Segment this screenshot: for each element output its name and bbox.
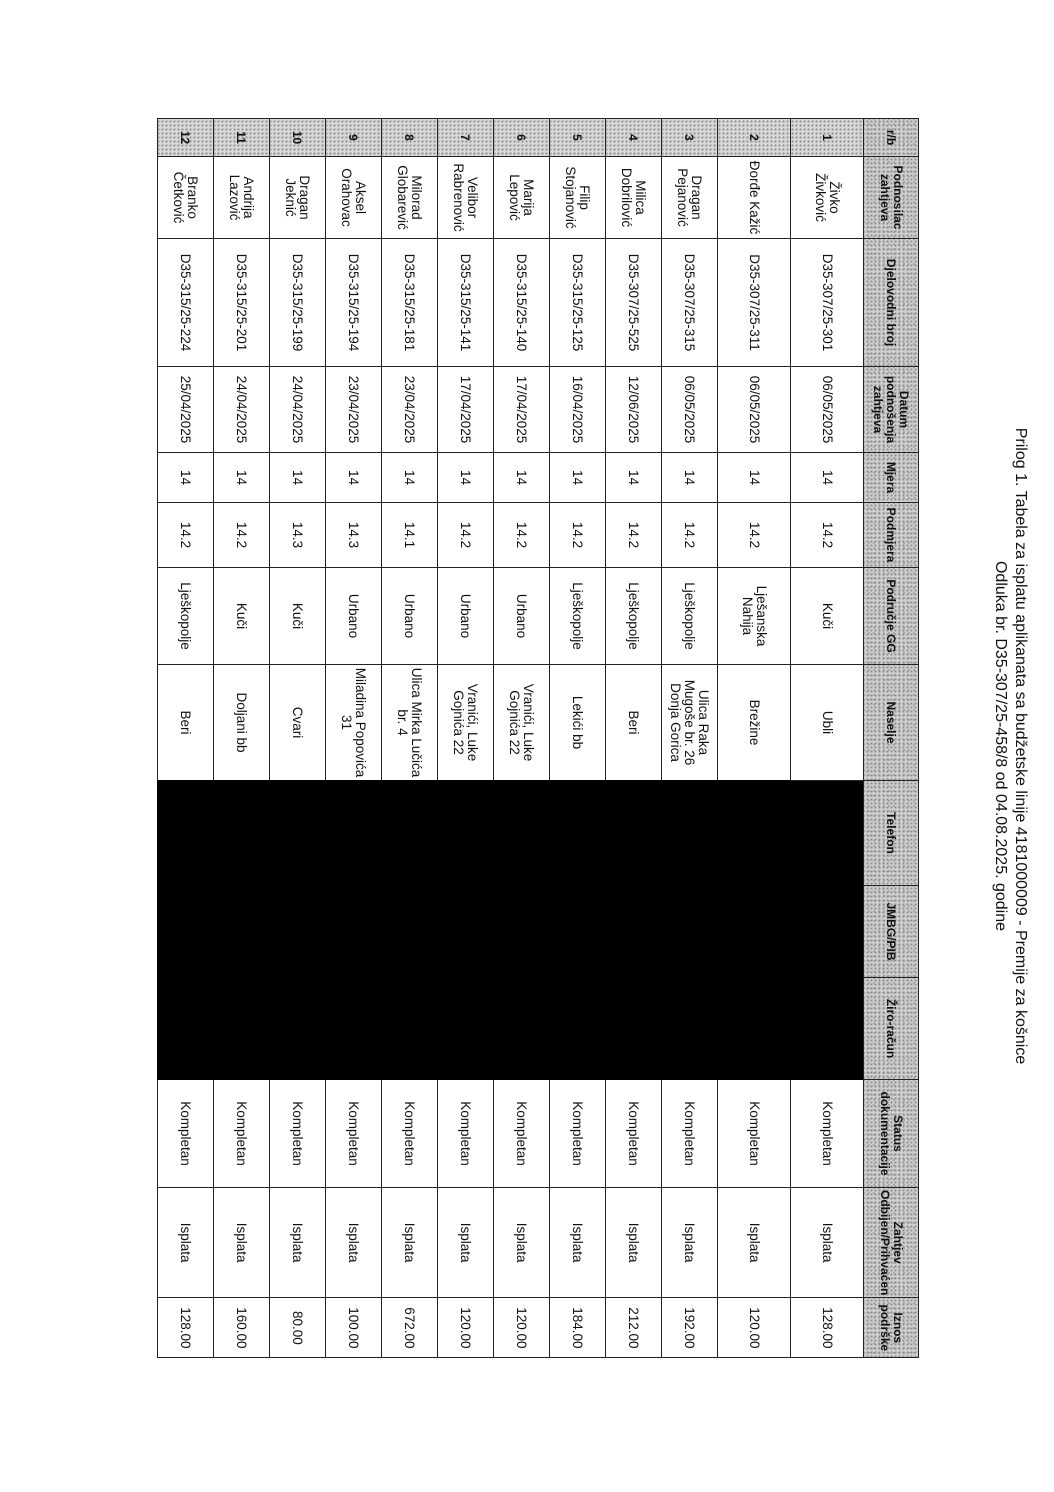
cell-podmjera: 14.2 [494,503,550,568]
cell-mjera: 14 [662,453,718,503]
column-header: Područje GG [864,568,919,665]
cell-ref: D35-307/25-301 [791,239,864,367]
cell-podrucje: Kuči [270,568,326,665]
cell-name: Filip Stojanović [550,157,606,239]
cell-status: Kompletan [438,1080,494,1188]
cell-mjera: 14 [494,453,550,503]
cell-zahtjev: Isplata [791,1188,864,1298]
cell-podmjera: 14.1 [382,503,438,568]
cell-date: 06/05/2025 [662,367,718,453]
table-body [158,119,864,1358]
cell-date: 12/06/2025 [606,367,662,453]
cell-rb: 8 [382,119,438,157]
cell-mjera: 14 [270,453,326,503]
cell-naselje: Brežine [718,665,791,781]
cell-iznos: 120.00 [494,1298,550,1358]
table-row [214,119,270,1358]
cell-name: Dragan Jeknić [270,157,326,239]
cell-status: Kompletan [382,1080,438,1188]
cell-date: 06/05/2025 [791,367,864,453]
cell-date: 17/04/2025 [438,367,494,453]
cell-rb: 1 [791,119,864,157]
column-header: Telefon [864,781,919,886]
cell-zahtjev: Isplata [270,1188,326,1298]
cell-ref: D35-315/25-224 [158,239,214,367]
cell-naselje: Ubli [791,665,864,781]
cell-rb: 9 [326,119,382,157]
cell-podmjera: 14.3 [326,503,382,568]
cell-iznos: 100.00 [326,1298,382,1358]
cell-rb: 7 [438,119,494,157]
document-caption [990,0,1030,1492]
cell-podrucje: Lješanska Nahija [718,568,791,665]
table-row [791,119,864,1358]
cell-status: Kompletan [718,1080,791,1188]
cell-status: Kompletan [791,1080,864,1188]
cell-iznos: 128.00 [158,1298,214,1358]
cell-date: 25/04/2025 [158,367,214,453]
column-header: Mjera [864,453,919,503]
column-header: Status dokumentacije [864,1080,919,1188]
cell-iznos: 120.00 [438,1298,494,1358]
cell-podrucje: Lješkopolje [158,568,214,665]
cell-name: Milica Dobrilović [606,157,662,239]
cell-ref: D35-315/25-125 [550,239,606,367]
cell-rb: 6 [494,119,550,157]
cell-iznos: 184.00 [550,1298,606,1358]
payment-table [157,118,919,1358]
cell-zahtjev: Isplata [718,1188,791,1298]
table-row [158,119,214,1358]
cell-podrucje: Kuči [791,568,864,665]
cell-podmjera: 14.2 [550,503,606,568]
cell-zahtjev: Isplata [662,1188,718,1298]
column-header: Naselje [864,665,919,781]
cell-rb: 4 [606,119,662,157]
column-header: Podnosilac zahtjeva [864,157,919,239]
cell-date: 24/04/2025 [270,367,326,453]
cell-ref: D35-307/25-315 [662,239,718,367]
cell-name: Velibor Rabrenović [438,157,494,239]
cell-status: Kompletan [550,1080,606,1188]
cell-ref: D35-307/25-525 [606,239,662,367]
cell-podmjera: 14.2 [718,503,791,568]
cell-naselje: Cvari [270,665,326,781]
cell-mjera: 14 [718,453,791,503]
cell-ref: D35-315/25-140 [494,239,550,367]
cell-mjera: 14 [606,453,662,503]
table-row [494,119,550,1358]
cell-zahtjev: Isplata [382,1188,438,1298]
cell-mjera: 14 [214,453,270,503]
cell-date: 23/04/2025 [326,367,382,453]
cell-status: Kompletan [494,1080,550,1188]
cell-mjera: 14 [158,453,214,503]
cell-podrucje: Urbano [494,568,550,665]
cell-iznos: 80.00 [270,1298,326,1358]
column-header: r/b [864,119,919,157]
cell-podrucje: Urbano [438,568,494,665]
cell-podrucje: Lješkopolje [662,568,718,665]
cell-zahtjev: Isplata [550,1188,606,1298]
table-row [326,119,382,1358]
cell-name: Dragan Pejanović [662,157,718,239]
cell-podmjera: 14.2 [606,503,662,568]
cell-naselje: Vranići, Luke Gojnića 22 [438,665,494,781]
cell-ref: D35-315/25-201 [214,239,270,367]
cell-iznos: 160.00 [214,1298,270,1358]
cell-naselje: Vranići, Luke Gojnića 22 [494,665,550,781]
table-row [606,119,662,1358]
cell-iznos: 212.00 [606,1298,662,1358]
cell-rb: 10 [270,119,326,157]
cell-ref: D35-315/25-141 [438,239,494,367]
cell-podmjera: 14.2 [438,503,494,568]
cell-zahtjev: Isplata [438,1188,494,1298]
cell-podmjera: 14.2 [214,503,270,568]
cell-zahtjev: Isplata [494,1188,550,1298]
cell-naselje: Beri [158,665,214,781]
column-header: Datum podnošenja zahtjeva [864,367,919,453]
cell-iznos: 192.00 [662,1298,718,1358]
cell-status: Kompletan [214,1080,270,1188]
cell-mjera: 14 [382,453,438,503]
cell-status: Kompletan [326,1080,382,1188]
cell-date: 06/05/2025 [718,367,791,453]
cell-name: Aksel Orahovac [326,157,382,239]
table-row [662,119,718,1358]
cell-name: Branko Četković [158,157,214,239]
cell-ref: D35-315/25-199 [270,239,326,367]
table-row [718,119,791,1358]
cell-naselje: Lekići bb [550,665,606,781]
column-header: Zahtjev Odbijen/Prihvaćen [864,1188,919,1298]
cell-mjera: 14 [550,453,606,503]
cell-name: Živko Živković [791,157,864,239]
cell-zahtjev: Isplata [214,1188,270,1298]
cell-date: 23/04/2025 [382,367,438,453]
cell-rb: 12 [158,119,214,157]
cell-mjera: 14 [438,453,494,503]
document-title: Prilog 1. Tabela za isplatu aplikanata sa budžetske linije 4181000009 - Premije za košnice [1012,427,1029,1065]
cell-iznos: 128.00 [791,1298,864,1358]
table-row [382,119,438,1358]
cell-podrucje: Urbano [382,568,438,665]
cell-ref: D35-315/25-194 [326,239,382,367]
cell-date: 24/04/2025 [214,367,270,453]
cell-status: Kompletan [662,1080,718,1188]
table-row [438,119,494,1358]
cell-rb: 2 [718,119,791,157]
cell-iznos: 120.00 [718,1298,791,1358]
cell-naselje: Miladina Popovića 31 [326,665,382,781]
table-row [270,119,326,1358]
cell-name: Marija Lepović [494,157,550,239]
cell-date: 17/04/2025 [494,367,550,453]
cell-podmjera: 14.2 [791,503,864,568]
cell-zahtjev: Isplata [326,1188,382,1298]
column-header: JMBG/PIB [864,886,919,978]
cell-podrucje: Urbano [326,568,382,665]
cell-zahtjev: Isplata [606,1188,662,1298]
cell-naselje: Ulica Mirka Lučića br. 4 [382,665,438,781]
column-header: Podmjera [864,503,919,568]
cell-podrucje: Lješkopolje [606,568,662,665]
cell-ref: D35-315/25-181 [382,239,438,367]
column-header: Iznos podrške [864,1298,919,1358]
document-subtitle: Odluka br. D35-307/25-458/8 od 04.08.2025. godine [992,560,1009,932]
cell-mjera: 14 [791,453,864,503]
column-header: Djelovodni broj [864,239,919,367]
cell-name: Milorad Globarević [382,157,438,239]
cell-podmjera: 14.3 [270,503,326,568]
cell-naselje: Doljani bb [214,665,270,781]
cell-naselje: Ulica Raka Mugoše br. 26 Donja Gorica [662,665,718,781]
cell-status: Kompletan [606,1080,662,1188]
cell-status: Kompletan [158,1080,214,1188]
cell-mjera: 14 [326,453,382,503]
cell-name: Đorđe Kažić [718,157,791,239]
column-header: Žiro-račun [864,978,919,1080]
cell-date: 16/04/2025 [550,367,606,453]
cell-rb: 5 [550,119,606,157]
table-header-row [864,119,919,1358]
cell-rb: 3 [662,119,718,157]
cell-podrucje: Kuči [214,568,270,665]
table-row [550,119,606,1358]
cell-podmjera: 14.2 [662,503,718,568]
cell-status: Kompletan [270,1080,326,1188]
redacted-block [158,781,864,1080]
cell-rb: 11 [214,119,270,157]
cell-name: Andrija Lazović [214,157,270,239]
cell-ref: D35-307/25-311 [718,239,791,367]
cell-podrucje: Lješkopolje [550,568,606,665]
cell-zahtjev: Isplata [158,1188,214,1298]
cell-iznos: 672.00 [382,1298,438,1358]
cell-naselje: Beri [606,665,662,781]
cell-podmjera: 14.2 [158,503,214,568]
